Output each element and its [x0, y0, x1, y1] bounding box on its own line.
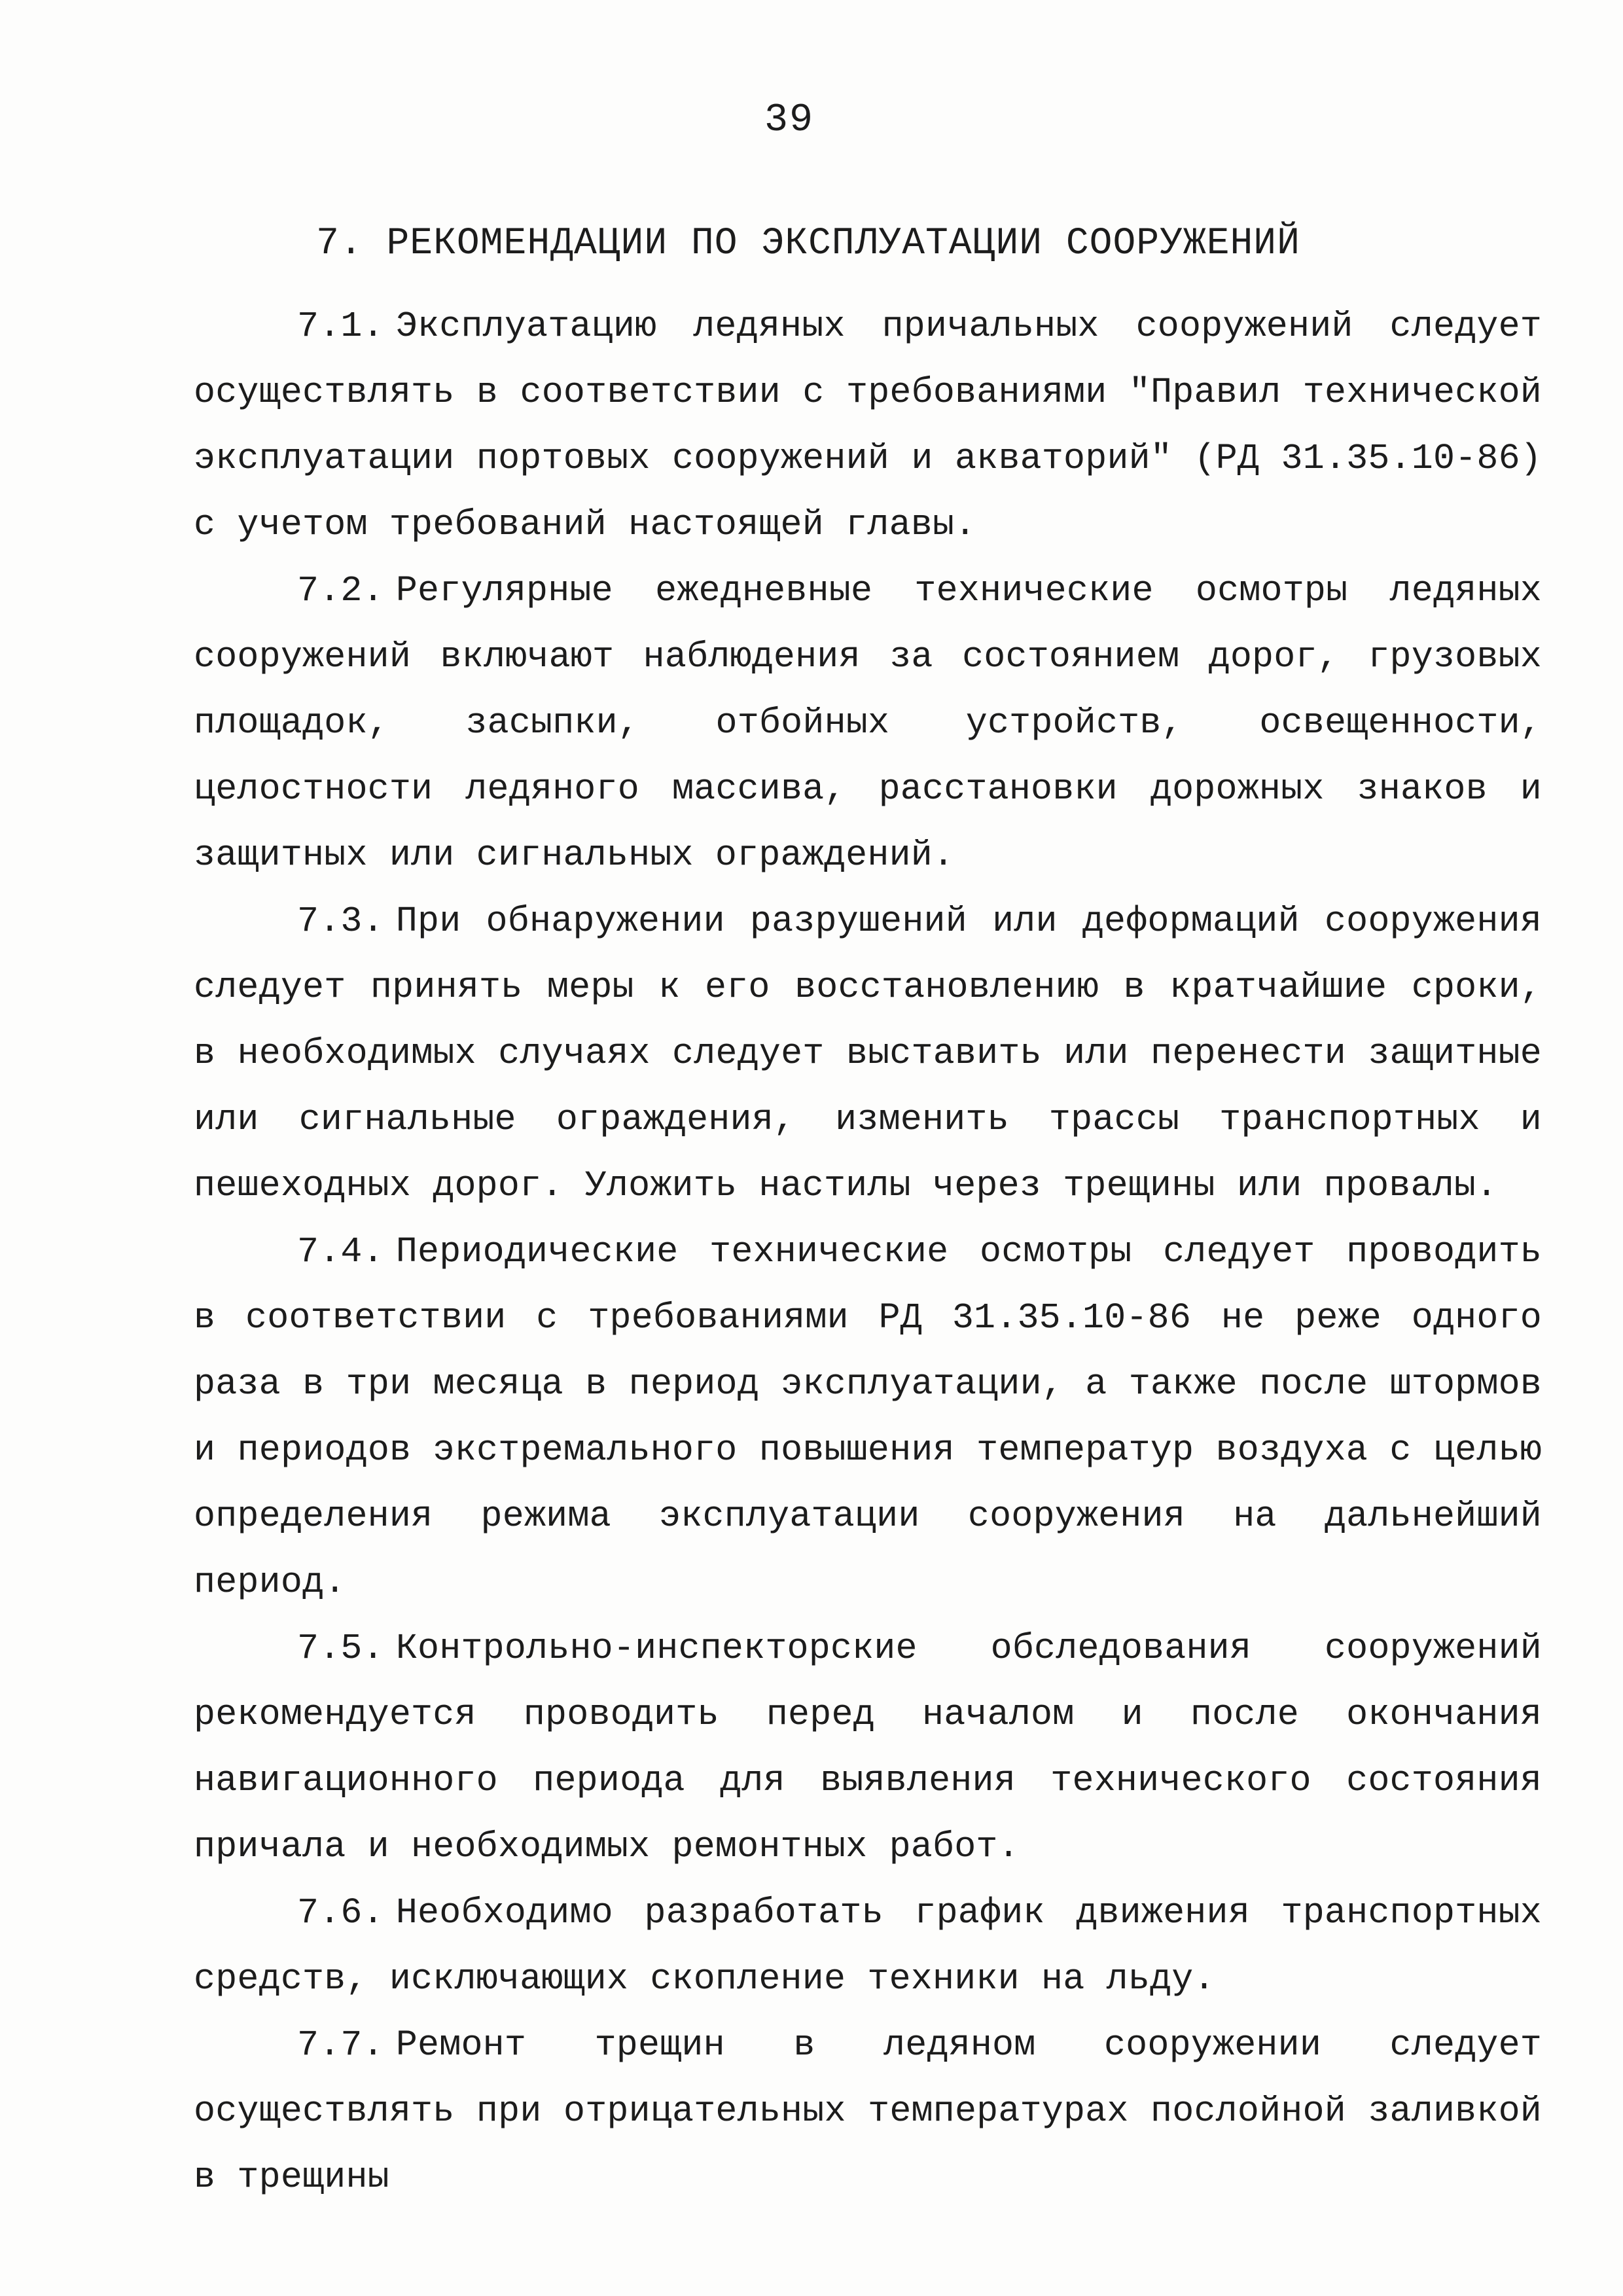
paragraph-7-1 [194, 293, 1542, 558]
paragraph-number: 7.7. [297, 2024, 384, 2066]
paragraph-number: 7.3. [297, 901, 384, 942]
paragraph-number: 7.2. [297, 570, 384, 611]
paragraph-text: Необходимо разработать график движения транспортных средств, исключающих скопление техники на льду. [194, 1892, 1542, 2000]
paragraph-text: Эксплуатацию ледяных причальных сооружений следует осуществлять в соответствии с требованиями "Правил технической эксплуатации портовых сооружений и акваторий" (РД 31.35.10-86) с учетом требований настоящей главы. [194, 306, 1542, 545]
paragraph-number: 7.5. [297, 1628, 384, 1669]
paragraph-7-6 [194, 1880, 1542, 2012]
paragraph-7-7 [194, 2012, 1542, 2210]
paragraph-text: Ремонт трещин в ледяном сооружении следует осуществлять при отрицательных температурах послойной заливкой в трещины [194, 2024, 1542, 2198]
paragraph-7-2 [194, 558, 1542, 888]
page-number: 39 [764, 98, 814, 143]
section-body [194, 293, 1542, 2210]
paragraph-text: При обнаружении разрушений или деформаций сооружения следует принять меры к его восстановлению в кратчайшие сроки, в необходимых случаях следует выставить или перенести защитные или сигнальные ограждения, изменить трассы транспортных и пешеходных дорог. Уложить настилы через трещины или провалы. [194, 901, 1542, 1206]
paragraph-text: Контрольно-инспекторские обследования сооружений рекомендуется проводить перед началом и после окончания навигационного периода для выявления технического состояния причала и необходимых ремонтных работ. [194, 1628, 1542, 1867]
paragraph-number: 7.4. [297, 1231, 384, 1272]
paragraph-7-5 [194, 1615, 1542, 1880]
paragraph-number: 7.1. [297, 306, 384, 347]
paragraph-text: Регулярные ежедневные технические осмотры ледяных сооружений включают наблюдения за состоянием дорог, грузовых площадок, засыпки, отбойных устройств, освещенности, целостности ледяного массива, расстановки дорожных знаков и защитных или сигнальных ограждений. [194, 570, 1542, 876]
paragraph-number: 7.6. [297, 1892, 384, 1933]
section-title: 7. РЕКОМЕНДАЦИИ ПО ЭКСПЛУАТАЦИИ СООРУЖЕНИЙ [316, 223, 1300, 265]
paragraph-text: Периодические технические осмотры следует проводить в соответствии с требованиями РД 31.35.10-86 не реже одного раза в три месяца в период эксплуатации, а также после штормов и периодов экстремального повышения температур воздуха с целью определения режима эксплуатации сооружения на дальнейший период. [194, 1231, 1542, 1603]
paragraph-7-4 [194, 1219, 1542, 1615]
paragraph-7-3 [194, 888, 1542, 1219]
